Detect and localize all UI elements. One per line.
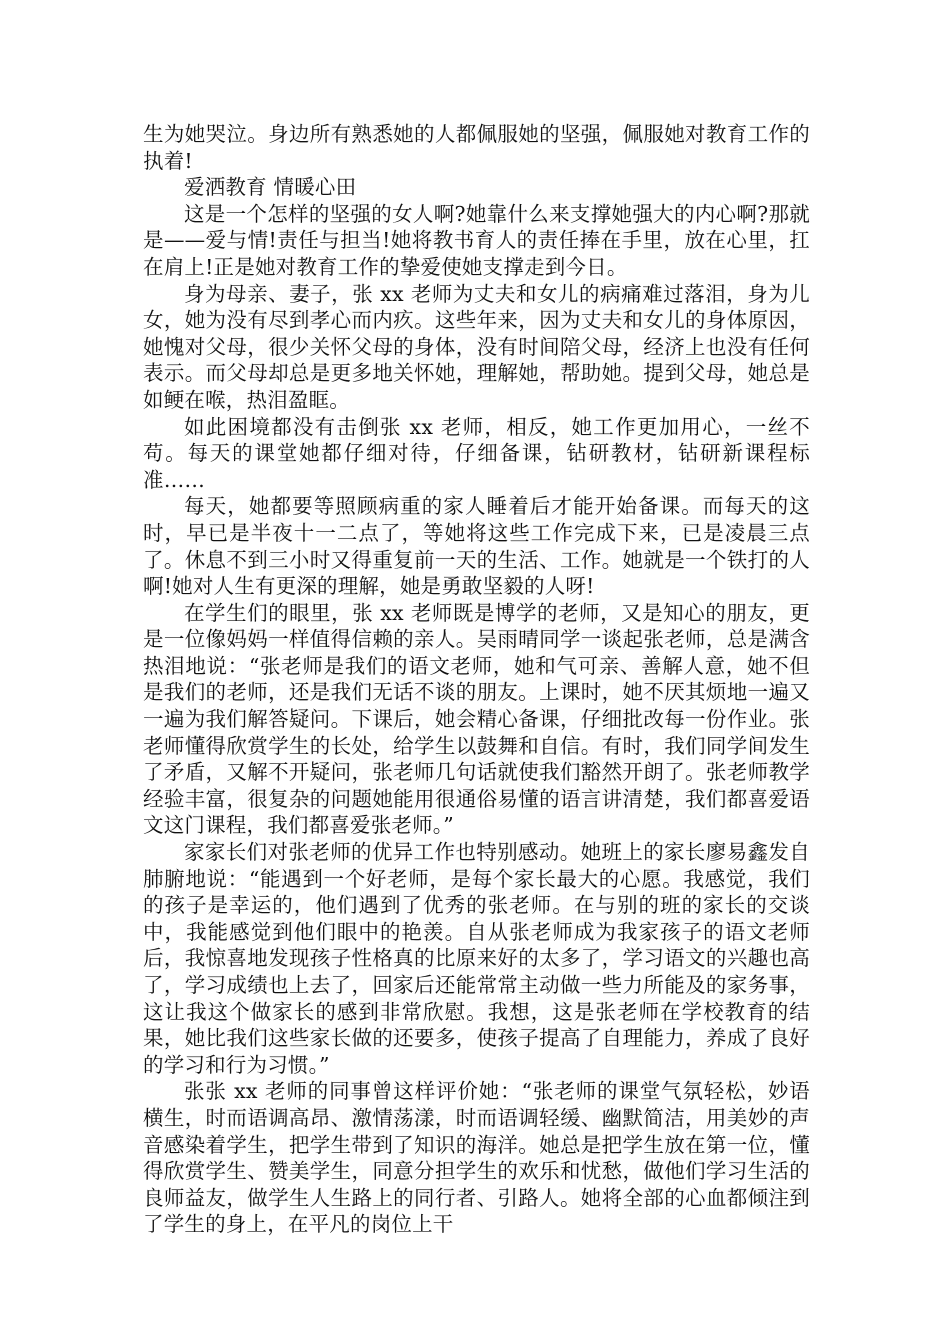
paragraph: 每天，她都要等照顾病重的家人睡着后才能开始备课。而每天的这时，早已是半夜十一二点了，等她将这些工作完成下来，已是凌晨三点了。休息不到三小时又得重复前一天的生活、工作。她就是一个铁打的人啊!她对人生有更深的理解，她是勇敢坚毅的人呀!: [143, 494, 810, 599]
paragraph: 张张 xx 老师的同事曾这样评价她：“张老师的课堂气氛轻松，妙语横生，时而语调高昂、激情荡漾，时而语调轻缓、幽默简洁，用美妙的声音感染着学生，把学生带到了知识的海洋。她总是把学生放在第一位，懂得欣赏学生、赞美学生，同意分担学生的欢乐和忧愁，做他们学习生活的良师益友，做学生人生路上的同行者、引路人。她将全部的心血都倾注到了学生的身上，在平凡的岗位上干: [143, 1079, 810, 1237]
section-heading: 爱洒教育 情暖心田: [184, 175, 357, 200]
paragraph: 这是一个怎样的坚强的女人啊?她靠什么来支撑她强大的内心啊?那就是——爱与情!责任与担当!她将教书育人的责任捧在手里，放在心里，扛在肩上!正是她对教育工作的挚爱使她支撑走到今日。: [143, 201, 810, 279]
paragraph: 如此困境都没有击倒张 xx 老师，相反，她工作更加用心，一丝不苟。每天的课堂她都仔细对待，仔细备课，钻研教材，钻研新课程标准……: [143, 414, 810, 492]
paragraph: 身为母亲、妻子，张 xx 老师为丈夫和女儿的病痛难过落泪，身为儿女，她为没有尽到孝心而内疚。这些年来，因为丈夫和女儿的身体原因，她愧对父母，很少关怀父母的身体，没有时间陪父母，经济上也没有任何表示。而父母却总是更多地关怀她，理解她，帮助她。提到父母，她总是如鲠在喉，热泪盈眶。: [143, 281, 810, 412]
paragraph: 在学生们的眼里，张 xx 老师既是博学的老师，又是知心的朋友，更是一位像妈妈一样值得信赖的亲人。吴雨晴同学一谈起张老师，总是满含热泪地说：“张老师是我们的语文老师，她和气可亲、善解人意，她不但是我们的老师，还是我们无话不谈的朋友。上课时，她不厌其烦地一遍又一遍为我们解答疑问。下课后，她会精心备课，仔细批改每一份作业。张老师懂得欣赏学生的长处，给学生以鼓舞和自信。有时，我们同学间发生了矛盾，又解不开疑问，张老师几句话就使我们豁然开朗了。张老师教学经验丰富，很复杂的问题她能用很通俗易懂的语言讲清楚，我们都喜爱语文这门课程，我们都喜爱张老师。”: [143, 600, 810, 838]
paragraph-continuation: 生为她哭泣。身边所有熟悉她的人都佩服她的坚强，佩服她对教育工作的执着!: [143, 122, 810, 173]
paragraph: 家家长们对张老师的优异工作也特别感动。她班上的家长廖易鑫发自肺腑地说：“能遇到一个好老师，是每个家长最大的心愿。我感觉，我们的孩子是幸运的，他们遇到了优秀的张老师。在与别的班的家长的交谈中，我能感觉到他们眼中的艳羡。自从张老师成为我家孩子的语文老师后，我惊喜地发现孩子性格真的比原来好的太多了，学习语文的兴趣也高了，学习成绩也上去了，回家后还能常常主动做一些力所能及的家务事，这让我这个做家长的感到非常欣慰。我想，这是张老师在学校教育的结果，她比我们这些家长做的还要多，使孩子提高了自理能力，养成了良好的学习和行为习惯。”: [143, 840, 810, 1077]
document-body: [143, 121, 810, 1238]
